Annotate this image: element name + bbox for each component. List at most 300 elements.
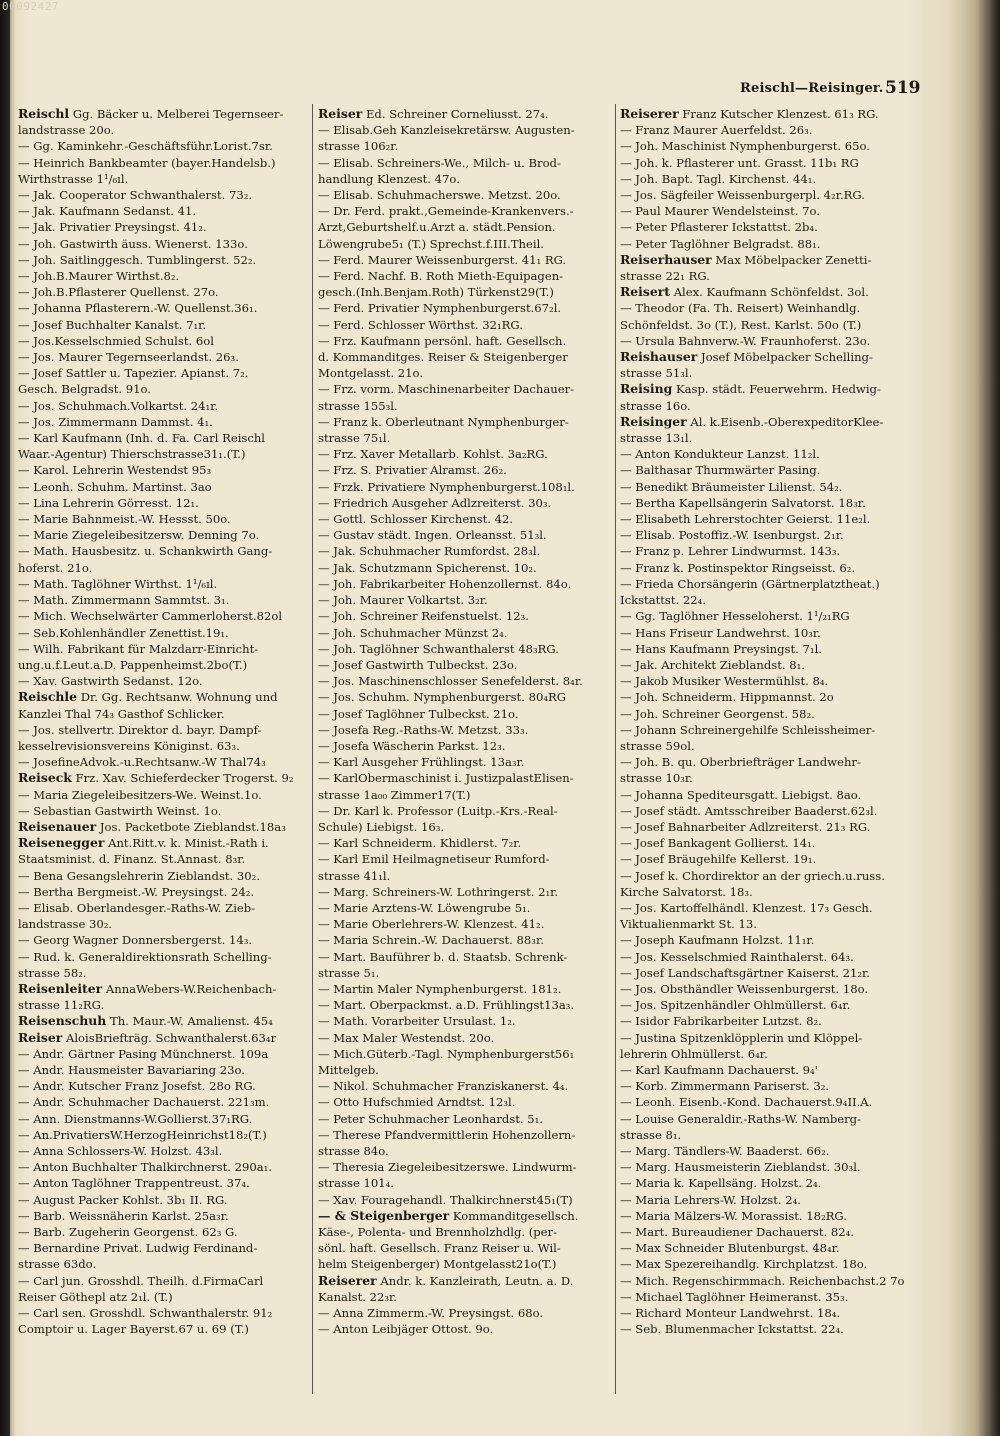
entry-text: — Jos. Maschinenschlosser Senefelderst. 8₄r. (318, 674, 583, 689)
entry-text: — Dr. Ferd. prakt.,Gemeinde-Krankenvers.- (318, 204, 574, 219)
directory-entry-line (620, 1111, 920, 1127)
directory-entry-line (18, 981, 309, 997)
directory-entry-line (18, 1240, 309, 1256)
entry-text: — Josef Bräugehilfe Kellerst. 19₁. (620, 852, 817, 867)
entry-text: — Theodor (Fa. Th. Reisert) Weinhandlg. (620, 301, 861, 316)
entry-text: Comptoir u. Lager Bayerst.67 u. 69 (T.) (18, 1322, 249, 1337)
entry-text: landstrasse 20o. (18, 123, 115, 138)
directory-entry-line (18, 171, 309, 187)
entry-text: — Josef Gastwirth Tulbeckst. 23o. (318, 657, 518, 672)
directory-entry-line (620, 1062, 920, 1078)
entry-text: Ickstattst. 22₄. (620, 593, 707, 608)
entry-text: — Elisab. Schuhmacherswe. Metzst. 20o. (318, 188, 561, 203)
entry-text: — Elisabeth Lehrerstochter Geierst. 11e₂l. (620, 512, 871, 527)
directory-entry-line (18, 1224, 309, 1240)
entry-text: — Josefa Reg.-Raths-W. Metzst. 33₃. (318, 722, 529, 737)
directory-entry-line (18, 819, 309, 835)
directory-entry-line (318, 1192, 612, 1208)
entry-text: — Jak. Kaufmann Sedanst. 41. (18, 204, 197, 219)
directory-entry-line (620, 900, 920, 916)
entry-text: — Elisab. Postoffiz.-W. Isenburgst. 2₁r. (620, 528, 844, 543)
directory-entry-line (620, 252, 920, 268)
directory-column-1 (18, 106, 309, 1396)
entry-text: Th. Maur.-W. Amalienst. 45₄ (110, 1014, 273, 1029)
directory-entry-line (18, 1159, 309, 1175)
entry-text: strasse 1a₀₀ Zimmer17(T.) (318, 787, 471, 802)
directory-entry-line (620, 1208, 920, 1224)
directory-entry-line (18, 835, 309, 851)
directory-entry-line (18, 187, 309, 203)
entry-text: — Joh. Fabrikarbeiter Hohenzollernst. 84o. (318, 576, 572, 591)
entry-text: — Ferd. Maurer Weissenburgerst. 41₁ RG. (318, 252, 567, 267)
entry-text: — Frieda Chorsängerin (Gärtnerplatztheat.) (620, 576, 880, 591)
directory-entry-line (318, 1224, 612, 1240)
entry-text: — Joh. Schneiderm. Hippmannst. 2o (620, 690, 834, 705)
entry-text: strasse 63do. (18, 1257, 97, 1272)
entry-text: — Jak. Cooperator Schwanthalerst. 73₂. (18, 188, 253, 203)
entry-text: — Maria Lehrers-W. Holzst. 2₄. (620, 1192, 801, 1207)
entry-text: strasse 101₄. (318, 1176, 394, 1191)
surname-heading: Reisinger (620, 413, 687, 429)
entry-text: — Josef Bahnarbeiter Adlzreiterst. 21₃ RG. (620, 819, 871, 834)
directory-entry-line (318, 932, 612, 948)
entry-text: — Marg. Schreiners-W. Lothringerst. 2₁r. (318, 884, 559, 899)
directory-entry-line (620, 333, 920, 349)
directory-entry-line (18, 1208, 309, 1224)
entry-text: — Josef Buchhalter Kanalst. 7₁r. (18, 317, 207, 332)
entry-text: Wirthstrasse 1¹/₆ıl. (18, 171, 129, 186)
entry-text: — Theresia Ziegeleibesitzerswe. Lindwurm- (318, 1160, 577, 1175)
entry-text: Josef Möbelpacker Schelling- (700, 350, 873, 365)
directory-entry-line (318, 1062, 612, 1078)
entry-text: — Joseph Kaufmann Holzst. 11₁r. (620, 933, 815, 948)
entry-text: — Jos.Kesselschmied Schulst. 6ol (18, 333, 214, 348)
directory-entry-line (318, 608, 612, 624)
entry-text: Reiser Göthepl atz 2₁l. (T.) (18, 1289, 173, 1304)
directory-entry-line (18, 900, 309, 916)
entry-text: strasse 11₂RG. (18, 998, 105, 1013)
entry-text: — Frz. Xaver Metallarb. Kohlst. 3a₂RG. (318, 447, 548, 462)
directory-entry-line (620, 446, 920, 462)
entry-text: — Michael Taglöhner Heimeranst. 35₃. (620, 1289, 849, 1304)
directory-entry-line (318, 868, 612, 884)
directory-entry-line (318, 333, 612, 349)
entry-text: — Nikol. Schuhmacher Franziskanerst. 4₄. (318, 1079, 569, 1094)
entry-text: — Max Maler Westendst. 20o. (318, 1030, 495, 1045)
entry-text: strasse 106₂r. (318, 139, 399, 154)
directory-entry-line (620, 641, 920, 657)
directory-entry-line (318, 252, 612, 268)
surname-heading: Reiserhauser (620, 251, 712, 267)
directory-entry-line (620, 754, 920, 770)
directory-entry-line (318, 770, 612, 786)
directory-entry-line (620, 1094, 920, 1110)
directory-entry-line (18, 138, 309, 154)
surname-heading: Reiserer (620, 106, 679, 121)
entry-text: — Xav. Fouragehandl. Thalkirchnerst45₁(T) (318, 1192, 573, 1207)
directory-entry-line (18, 673, 309, 689)
page-header (740, 80, 940, 102)
directory-entry-line (18, 446, 309, 462)
entry-text: — Ann. Dienstmanns-W.Gollierst.37₁RG. (18, 1111, 253, 1126)
directory-entry-line (18, 916, 309, 932)
entry-text: — Hans Kaufmann Preysingst. 7₁l. (620, 641, 822, 656)
directory-entry-line (18, 252, 309, 268)
directory-entry-line (318, 1159, 612, 1175)
running-title: Reischl—Reisinger. (740, 81, 884, 96)
directory-entry-line (318, 106, 612, 122)
directory-entry-line (18, 1094, 309, 1110)
entry-text: — Friedrich Ausgeher Adlzreiterst. 30₃. (318, 495, 552, 510)
entry-text: — Seb.Kohlenhändler Zenettist.19₁. (18, 625, 229, 640)
entry-text: — Andr. Schuhmacher Dachauerst. 221₃m. (18, 1095, 270, 1110)
entry-text: — Anton Taglöhner Trappentreust. 37₄. (18, 1176, 250, 1191)
entry-text: — Anna Schlossers-W. Holzst. 43₃l. (18, 1144, 223, 1158)
directory-entry-line (18, 381, 309, 397)
directory-entry-line (18, 851, 309, 867)
directory-entry-line (620, 462, 920, 478)
directory-entry-line (318, 219, 612, 235)
directory-entry-line (318, 673, 612, 689)
entry-text: — Anna Zimmerm.-W. Preysingst. 68o. (318, 1306, 544, 1321)
directory-entry-line (620, 122, 920, 138)
directory-entry-line (620, 155, 920, 171)
directory-entry-line (18, 106, 309, 122)
entry-text: Arzt,Geburtshelf.u.Arzt a. städt.Pension. (318, 220, 556, 235)
directory-entry-line (318, 511, 612, 527)
entry-text: Schönfeldst. 3o (T.), Rest. Karlst. 50o (T.) (620, 317, 862, 332)
entry-text: — Heinrich Bankbeamter (bayer.Handelsb.) (18, 155, 276, 170)
directory-entry-line (18, 317, 309, 333)
directory-entry-line (18, 738, 309, 754)
directory-entry-line (318, 268, 612, 284)
entry-text: Gesch. Belgradst. 91o. (18, 382, 151, 397)
directory-entry-line (18, 884, 309, 900)
directory-entry-line (620, 1143, 920, 1159)
entry-text: — Joh. Maschinist Nymphenburgerst. 65o. (620, 139, 870, 154)
directory-entry-line (318, 1143, 612, 1159)
entry-text: — Georg Wagner Donnersbergerst. 14₃. (18, 933, 253, 948)
directory-entry-line (318, 479, 612, 495)
entry-text: — Franz k. Postinspektor Ringseisst. 6₂. (620, 560, 856, 575)
directory-entry-line (318, 706, 612, 722)
directory-entry-line (620, 203, 920, 219)
directory-entry-line (18, 641, 309, 657)
surname-heading: — & Steigenberger (318, 1207, 450, 1223)
entry-text: — Jak. Privatier Preysingst. 41₂. (18, 220, 207, 235)
directory-entry-line (18, 1273, 309, 1289)
entry-text: — August Packer Kohlst. 3b₁ II. RG. (18, 1192, 228, 1207)
directory-entry-line (620, 868, 920, 884)
surname-heading: Reisenleiter (18, 980, 103, 996)
entry-text: — Jos. Schuhm. Nymphenburgerst. 80₄RG (318, 690, 566, 705)
directory-entry-line (318, 1013, 612, 1029)
directory-entry-line (318, 430, 612, 446)
entry-text: — Mart. Oberpackmst. a.D. Frühlingst13a₃. (318, 998, 575, 1013)
entry-text: — Dr. Karl k. Professor (Luitp.-Krs.-Real- (318, 803, 558, 818)
directory-entry-line (18, 868, 309, 884)
directory-entry-line (18, 1127, 309, 1143)
entry-text: — Johann Schreinergehilfe Schleissheimer- (620, 722, 876, 737)
entry-text: — Jakob Musiker Westermühlst. 8₄. (620, 674, 829, 689)
entry-text: strasse 155₃l. (318, 398, 398, 413)
entry-text: — Andr. Kutscher Franz Josefst. 28o RG. (18, 1079, 256, 1094)
surname-heading: Reisenschuh (18, 1013, 107, 1029)
entry-text: — Franz k. Oberleutnant Nymphenburger- (318, 414, 569, 429)
entry-text: — An.PrivatiersW.HerzogHeinrichst18₂(T.) (18, 1127, 267, 1142)
entry-text: — Marg. Tändlers-W. Baaderst. 66₂. (620, 1144, 830, 1158)
directory-entry-line (620, 1192, 920, 1208)
directory-entry-line (318, 495, 612, 511)
entry-text: — Seb. Blumenmacher Ickstattst. 22₄. (620, 1322, 844, 1337)
directory-entry-line (318, 1321, 612, 1337)
directory-entry-line (318, 381, 612, 397)
directory-entry-line (18, 592, 309, 608)
directory-entry-line (318, 851, 612, 867)
entry-text: Jos. Packetbote Zieblandst.18a₃ (99, 819, 286, 834)
entry-text: — Bertha Kapellsängerin Salvatorst. 18₃r. (620, 495, 866, 510)
entry-text: strasse 58₂. (18, 965, 87, 980)
directory-entry-line (18, 560, 309, 576)
directory-entry-line (620, 1013, 920, 1029)
entry-text: strasse 75₁l. (318, 431, 391, 446)
directory-entry-line (318, 754, 612, 770)
entry-text: — Mich. Wechselwärter Cammerloherst.82ol (18, 609, 283, 624)
directory-entry-line (18, 625, 309, 641)
surname-heading: Reiserer (318, 1272, 377, 1288)
entry-text: — Justina Spitzenklöpplerin und Klöppel- (620, 1030, 863, 1045)
directory-entry-line (620, 576, 920, 592)
directory-entry-line (18, 511, 309, 527)
entry-text: — Math. Taglöhner Wirthst. 1¹/₆ıl. (18, 576, 218, 591)
column-rule-1 (312, 104, 313, 1394)
surname-heading: Reiseck (18, 770, 72, 786)
directory-entry-line (18, 155, 309, 171)
entry-text: — Math. Vorarbeiter Ursulast. 1₂. (318, 1014, 516, 1029)
directory-entry-line (318, 900, 612, 916)
entry-text: sönl. haft. Gesellsch. Franz Reiser u. Wil- (318, 1241, 561, 1256)
directory-entry-line (620, 884, 920, 900)
entry-text: Löwengrube5₁ (T.) Sprechst.f.III.Theil. (318, 236, 544, 251)
directory-entry-line (318, 203, 612, 219)
entry-text: — Peter Taglöhner Belgradst. 88₁. (620, 236, 821, 251)
directory-entry-line (620, 349, 920, 365)
entry-text: Kirche Salvatorst. 18₃. (620, 884, 753, 899)
entry-text: Franz Kutscher Klenzest. 61₃ RG. (682, 107, 879, 121)
directory-entry-line (18, 414, 309, 430)
entry-text: — Joh. B. qu. Oberbriefträger Landwehr- (620, 755, 861, 770)
directory-entry-line (318, 187, 612, 203)
entry-text: Ant.Ritt.v. k. Minist.-Rath i. (108, 836, 269, 851)
entry-text: — Joh.B.Pflasterer Quellenst. 27o. (18, 285, 219, 300)
directory-entry-line (18, 997, 309, 1013)
directory-entry-line (620, 608, 920, 624)
entry-text: — Xav. Gastwirth Sedanst. 12o. (18, 674, 203, 689)
entry-text: AnnaWebers-W.Reichenbach- (105, 981, 277, 996)
entry-text: — Josefa Wäscherin Parkst. 12₃. (318, 738, 506, 753)
entry-text: strasse 5₁. (318, 965, 380, 980)
entry-text: — Anton Kondukteur Lanzst. 11₂l. (620, 447, 820, 462)
entry-text: — Karl Kaufmann Dachauerst. 9₄' (620, 1062, 818, 1077)
directory-entry-line (620, 1078, 920, 1094)
entry-text: — Joh. Saitlinggesch. Tumblingerst. 52₂. (18, 252, 257, 267)
directory-entry-line (620, 706, 920, 722)
entry-text: Gg. Bäcker u. Melberei Tegernseer- (72, 107, 284, 121)
directory-entry-line (18, 754, 309, 770)
directory-entry-line (18, 495, 309, 511)
directory-entry-line (318, 657, 612, 673)
entry-text: d. Kommanditges. Reiser & Steigenberger (318, 350, 568, 365)
directory-entry-line (18, 787, 309, 803)
entry-text: — Frz. Kaufmann persönl. haft. Gesellsch. (318, 333, 567, 348)
directory-entry-line (18, 333, 309, 349)
entry-text: strasse 8₁. (620, 1127, 682, 1142)
directory-entry-line (18, 722, 309, 738)
directory-entry-line (18, 122, 309, 138)
entry-text: — Jos. Maurer Tegernseerlandst. 26₃. (18, 350, 239, 365)
directory-entry-line (318, 527, 612, 543)
entry-text: — Rud. k. Generaldirektionsrath Schelling- (18, 949, 272, 964)
entry-text: — Paul Maurer Wendelsteinst. 7o. (620, 204, 820, 219)
entry-text: — Johanna Spediteursgatt. Liebigst. 8ao. (620, 787, 862, 802)
directory-entry-line (318, 171, 612, 187)
directory-entry-line (318, 916, 612, 932)
directory-entry-line (318, 1273, 612, 1289)
entry-text: — Joh. Taglöhner Schwanthalerst 48₃RG. (318, 641, 559, 656)
surname-heading: Reishauser (620, 349, 698, 365)
entry-text: — Marg. Hausmeisterin Zieblandst. 30₃l. (620, 1160, 861, 1175)
entry-text: — Math. Zimmermann Sammtst. 3₁. (18, 593, 230, 608)
directory-entry-line (18, 1321, 309, 1337)
entry-text: Mittelgeb. (318, 1062, 379, 1077)
entry-text: — Frzk. Privatiere Nymphenburgerst.108₁l. (318, 479, 575, 494)
directory-entry-line (18, 365, 309, 381)
entry-text: — Martin Maler Nymphenburgerst. 181₂. (318, 981, 562, 996)
directory-entry-line (18, 706, 309, 722)
directory-entry-line (620, 187, 920, 203)
entry-text: Waar.-Agentur) Thierschstrasse31₁.(T.) (18, 447, 246, 462)
entry-text: hoferst. 21o. (18, 560, 93, 575)
entry-text: — Carl sen. Grosshdl. Schwanthalerstr. 91₂ (18, 1306, 273, 1321)
entry-text: strasse 59ol. (620, 738, 695, 753)
entry-text: — Karl Schneiderm. Khidlerst. 7₂r. (318, 836, 522, 851)
directory-entry-line (318, 738, 612, 754)
directory-entry-line (620, 997, 920, 1013)
entry-text: ung.u.f.Leut.a.D. Pappenheimst.2bo(T.) (18, 657, 248, 672)
directory-entry-line (620, 932, 920, 948)
entry-text: — Hans Friseur Landwehrst. 10₃r. (620, 625, 821, 640)
directory-entry-line (620, 1224, 920, 1240)
entry-text: — Bernardine Privat. Ludwig Ferdinand- (18, 1241, 258, 1256)
entry-text: Al. k.Eisenb.-OberexpeditorKlee- (690, 414, 884, 429)
directory-entry-line (318, 1127, 612, 1143)
entry-text: — Franz Maurer Auerfeldst. 26₃. (620, 123, 813, 138)
entry-text: helm Steigenberger) Montgelasst21o(T.) (318, 1257, 557, 1272)
page-number: 519 (885, 78, 921, 98)
entry-text: — Jak. Architekt Zieblandst. 8₁. (620, 657, 805, 672)
directory-entry-line (620, 689, 920, 705)
surname-heading: Reisenauer (18, 818, 97, 834)
directory-entry-line (318, 592, 612, 608)
directory-entry-line (318, 462, 612, 478)
directory-entry-line (318, 365, 612, 381)
entry-text: — Peter Schuhmacher Leonhardst. 5₁. (318, 1111, 543, 1126)
directory-entry-line (620, 916, 920, 932)
directory-entry-line (620, 527, 920, 543)
entry-text: — Joh. k. Pflasterer unt. Grasst. 11b₁ RG (620, 155, 859, 170)
entry-text: — Max Schneider Blutenburgst. 48₄r. (620, 1241, 840, 1256)
surname-heading: Reiser (18, 1029, 63, 1045)
directory-entry-line (620, 949, 920, 965)
book-gutter (0, 0, 10, 1436)
entry-text: — Leonh. Schuhm. Martinst. 3ao (18, 479, 212, 494)
directory-entry-line (620, 1127, 920, 1143)
directory-entry-line (620, 381, 920, 397)
entry-text: — Josef Landschaftsgärtner Kaiserst. 21₂r. (620, 965, 870, 980)
surname-heading: Reischl (18, 106, 70, 121)
entry-text: — Ursula Bahnverw.-W. Fraunhoferst. 23o. (620, 333, 871, 348)
directory-entry-line (18, 803, 309, 819)
directory-entry-line (18, 576, 309, 592)
entry-text: — KarlObermaschinist i. JustizpalastElisen- (318, 771, 574, 786)
directory-entry-line (620, 317, 920, 333)
surname-heading: Reising (620, 381, 673, 397)
entry-text: Kasp. städt. Feuerwehrm. Hedwig- (675, 382, 881, 397)
entry-text: — Isidor Fabrikarbeiter Lutzst. 8₂. (620, 1014, 822, 1029)
directory-column-2 (318, 106, 612, 1396)
entry-text: — Gg. Kaminkehr.-Geschäftsführ.Lorist.7sr. (18, 139, 273, 154)
directory-entry-line (318, 122, 612, 138)
entry-text: — Josef Bankagent Gollierst. 14₁. (620, 836, 816, 851)
entry-text: — Louise Generaldir.-Raths-W. Namberg- (620, 1111, 861, 1126)
directory-entry-line (318, 819, 612, 835)
entry-text: — Karl Emil Heilmagnetiseur Rumford- (318, 852, 550, 867)
entry-text: — Josef Sattler u. Tapezier. Apianst. 7₂. (18, 366, 249, 381)
directory-entry-line (318, 884, 612, 900)
directory-entry-line (318, 446, 612, 462)
entry-text: — Jos. Kartoffelhändl. Klenzest. 17₃ Gesch. (620, 900, 873, 915)
entry-text: — Mich. Regenschirmmach. Reichenbachst.2 7o (620, 1273, 905, 1288)
entry-text: — Jos. Kesselschmied Rainthalerst. 64₃. (620, 949, 854, 964)
entry-text: handlung Klenzest. 47o. (318, 171, 460, 186)
directory-entry-line (18, 1078, 309, 1094)
entry-text: — Marie Oberlehrers-W. Klenzest. 41₂. (318, 917, 545, 932)
surname-heading: Reischle (18, 689, 78, 705)
directory-entry-line (620, 543, 920, 559)
entry-text: — Jos. Zimmermann Dammst. 4₁. (18, 414, 213, 429)
entry-text: — Benedikt Bräumeister Lilienst. 54₂. (620, 479, 843, 494)
directory-entry-line (620, 1030, 920, 1046)
directory-entry-line (318, 1046, 612, 1062)
entry-text: — Andr. Hausmeister Bavariaring 23o. (18, 1062, 245, 1077)
entry-text: gesch.(Inh.Benjam.Roth) Türkenst29(T.) (318, 285, 554, 300)
directory-entry-line (620, 1289, 920, 1305)
entry-text: Viktualienmarkt St. 13. (620, 917, 757, 932)
entry-text: AloisBriefträg. Schwanthalerst.63₄r (65, 1030, 277, 1045)
directory-entry-line (620, 560, 920, 576)
directory-entry-line (318, 1094, 612, 1110)
entry-text: strasse 10₃r. (620, 771, 693, 786)
entry-text: — Andr. Gärtner Pasing Münchnerst. 109a (18, 1046, 269, 1061)
entry-text: strasse 22₁ RG. (620, 269, 710, 284)
entry-text: — Jos. Sägfeiler Weissenburgerpl. 4₂r.RG. (620, 188, 865, 203)
directory-entry-line (318, 1111, 612, 1127)
directory-entry-line (18, 1175, 309, 1191)
entry-text: Käse-, Polenta- und Brennholzhdlg. (per- (318, 1225, 558, 1240)
directory-entry-line (620, 495, 920, 511)
entry-text: strasse 41₁l. (318, 868, 391, 883)
directory-entry-line (620, 300, 920, 316)
